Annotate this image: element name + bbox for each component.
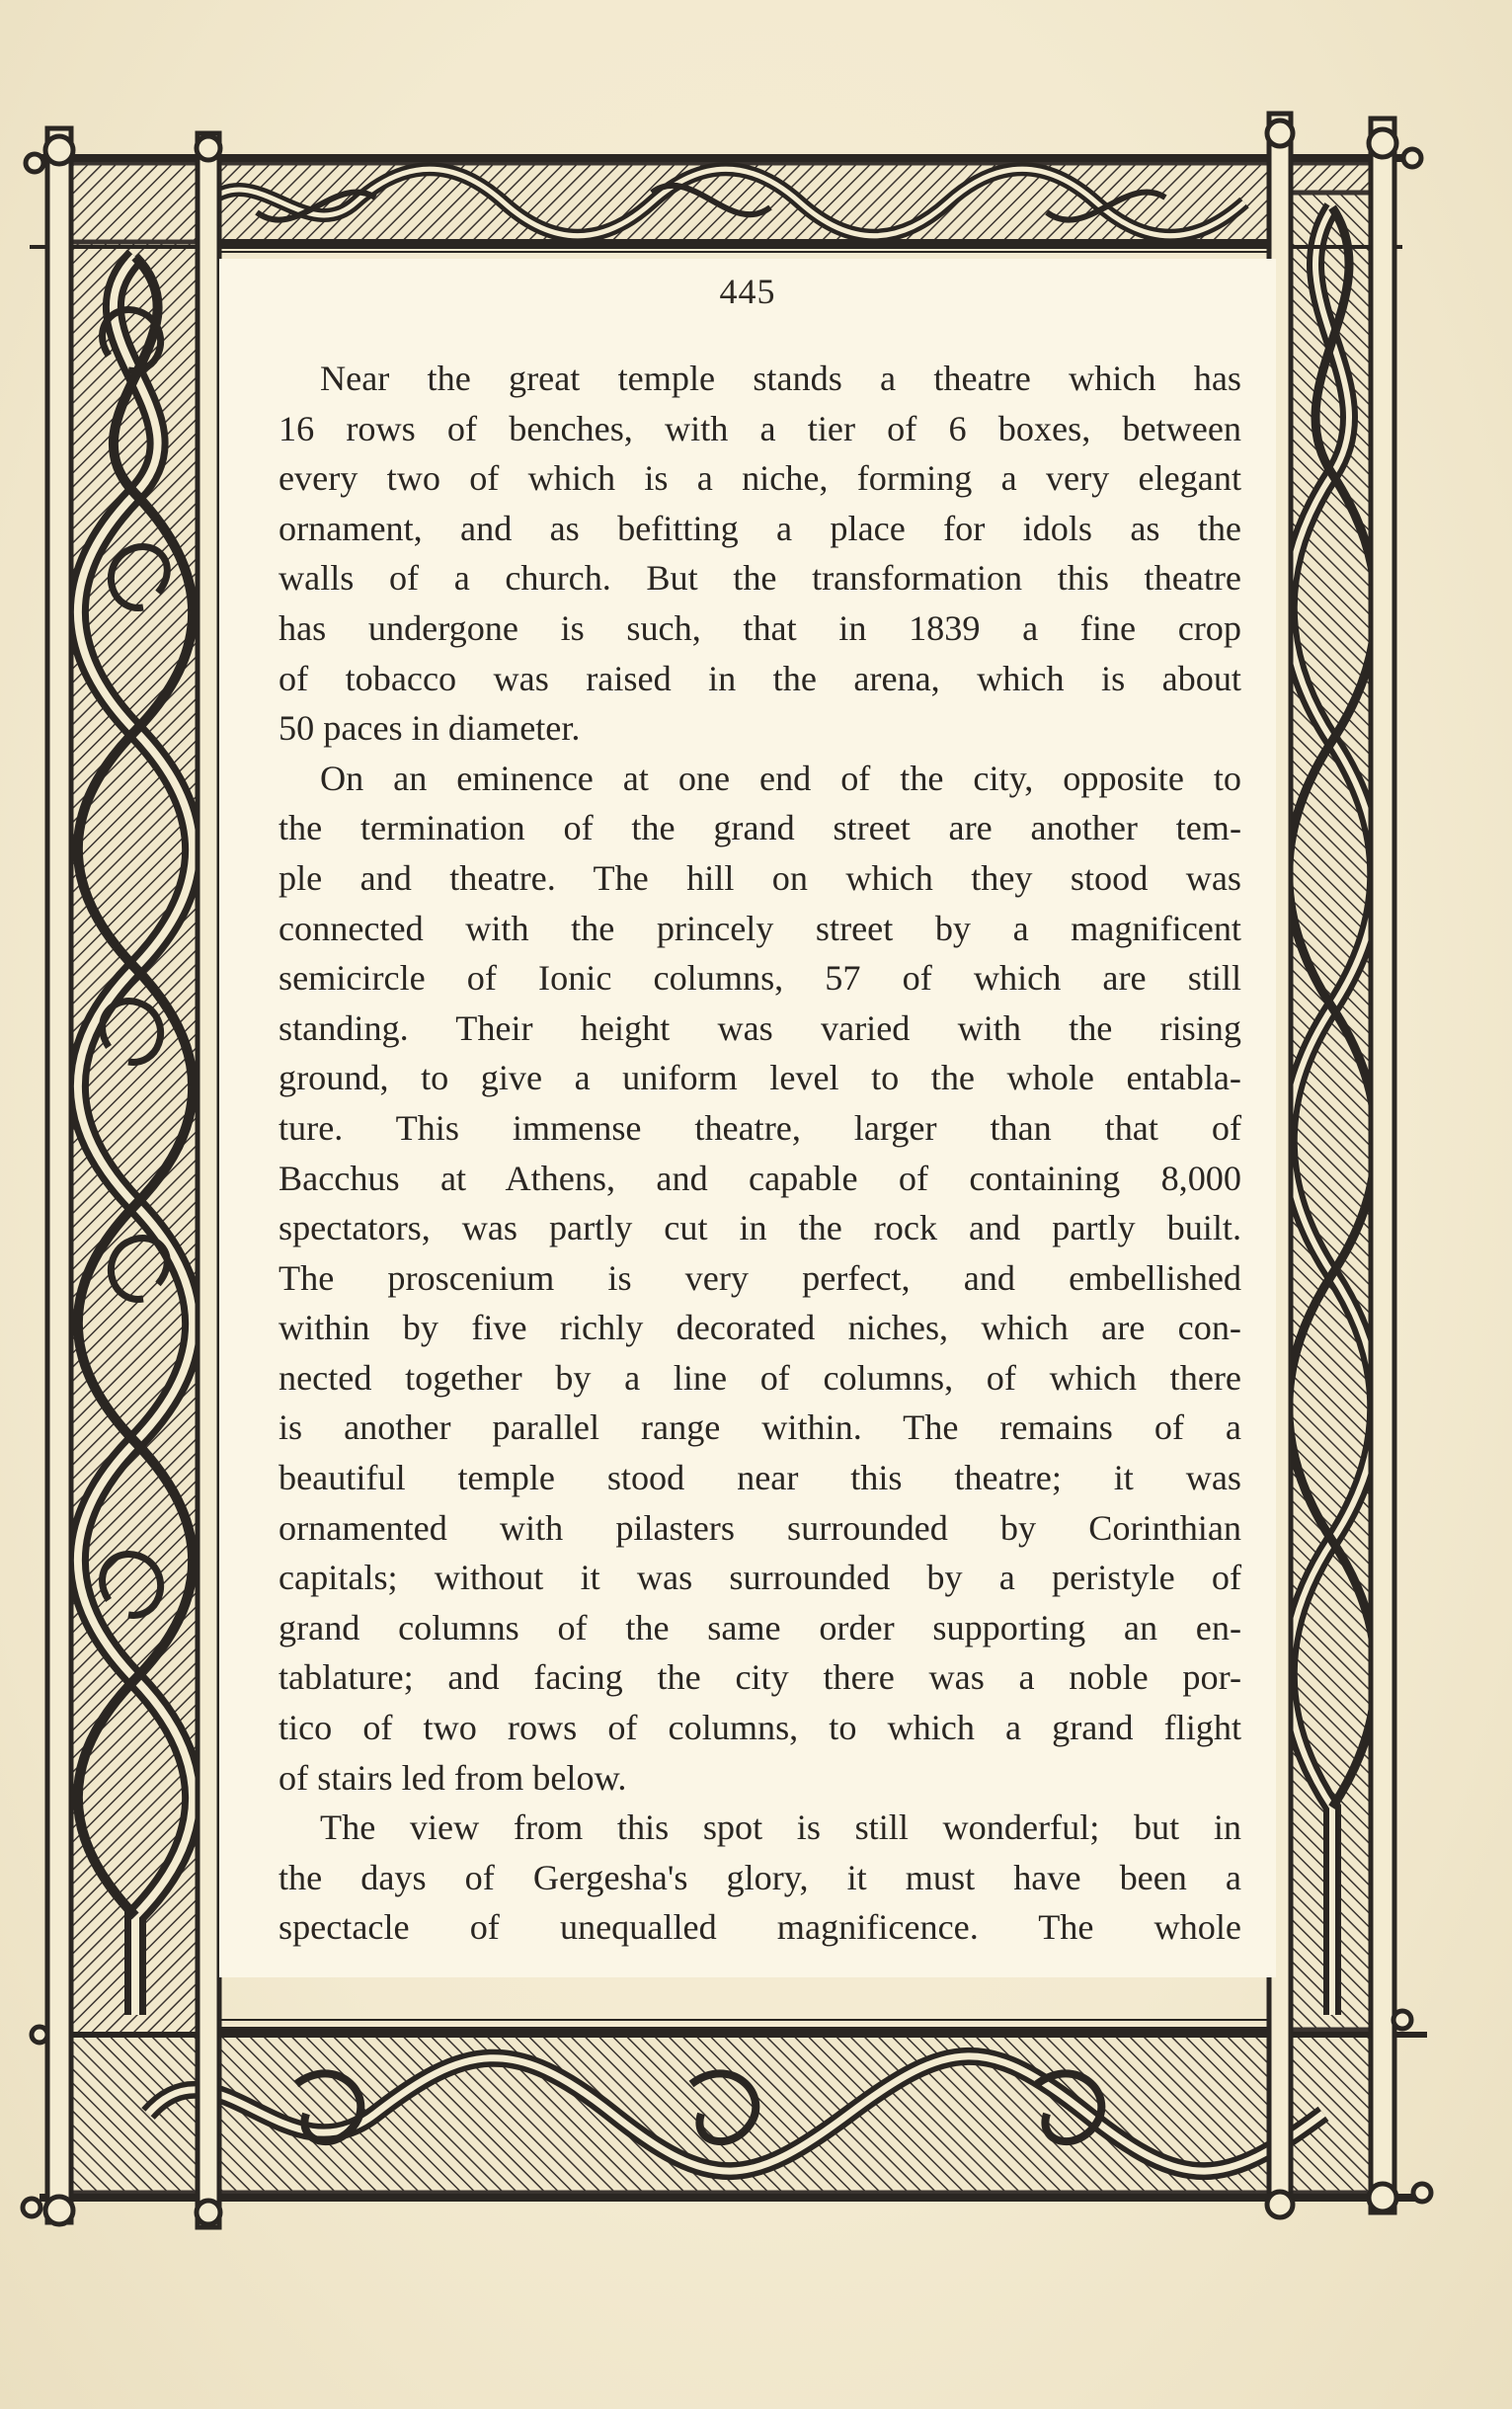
page-number: 445 bbox=[719, 272, 776, 311]
text-line: of tobacco was raised in the arena, which is about bbox=[279, 658, 1241, 698]
text-line: ornamented with pilasters surrounded by Corinthian bbox=[279, 1507, 1241, 1548]
text-line: ple and theatre. The hill on which they stood was bbox=[279, 857, 1241, 898]
text-line: every two of which is a niche, forming a very elegant bbox=[279, 458, 1241, 499]
text-line: The view from this spot is still wonderful; but in bbox=[320, 1807, 1241, 1848]
bottom-border-band bbox=[69, 2030, 1388, 2193]
text-line: the days of Gergesha's glory, it must have been a bbox=[279, 1857, 1241, 1897]
top-border-band bbox=[59, 163, 1383, 242]
text-line: spectators, was partly cut in the rock and partly built. bbox=[279, 1208, 1241, 1248]
text-line: tablature; and facing the city there was a noble por- bbox=[279, 1657, 1241, 1698]
text-block bbox=[219, 259, 1276, 1977]
text-line: semicircle of Ionic columns, 57 of which are still bbox=[279, 958, 1241, 999]
text-line: has undergone is such, that in 1839 a fine crop bbox=[279, 607, 1241, 648]
text-line: the termination of the grand street are another tem- bbox=[279, 808, 1241, 848]
text-line: On an eminence at one end of the city, opposite to bbox=[320, 758, 1241, 798]
text-line: beautiful temple stood near this theatre; it was bbox=[279, 1458, 1241, 1498]
text-line: Near the great temple stands a theatre which has bbox=[320, 359, 1241, 398]
text-line: grand columns of the same order supporting an en- bbox=[279, 1607, 1241, 1647]
text-line: is another parallel range within. The remains of a bbox=[279, 1407, 1241, 1448]
text-line: ornament, and as befitting a place for idols as the bbox=[279, 508, 1241, 548]
text-line: ture. This immense theatre, larger than that of bbox=[279, 1107, 1241, 1148]
text-line: standing. Their height was varied with the rising bbox=[279, 1007, 1241, 1048]
left-border-column bbox=[61, 242, 209, 2035]
text-line: Bacchus at Athens, and capable of containing 8,000 bbox=[279, 1158, 1241, 1198]
text-line: 16 rows of benches, with a tier of 6 boxes, between bbox=[279, 408, 1241, 448]
text-line: ground, to give a uniform level to the whole entabla- bbox=[279, 1058, 1241, 1098]
text-line: 50 paces in diameter. bbox=[279, 708, 581, 749]
text-line: walls of a church. But the transformation this theatre bbox=[279, 558, 1241, 599]
text-line: capitals; without it was surrounded by a peristyle of bbox=[279, 1558, 1241, 1598]
text-line: of stairs led from below. bbox=[279, 1757, 627, 1798]
text-line: tico of two rows of columns, to which a grand flight bbox=[279, 1708, 1241, 1748]
body-text bbox=[279, 354, 1241, 1953]
text-line: The proscenium is very perfect, and embellished bbox=[279, 1257, 1241, 1298]
text-line: spectacle of unequalled magnificence. The whole bbox=[279, 1907, 1241, 1948]
text-line: within by five richly decorated niches, which are con- bbox=[279, 1308, 1241, 1348]
text-line: connected with the princely street by a magnificent bbox=[279, 908, 1241, 948]
text-line: nected together by a line of columns, of which there bbox=[279, 1357, 1241, 1398]
